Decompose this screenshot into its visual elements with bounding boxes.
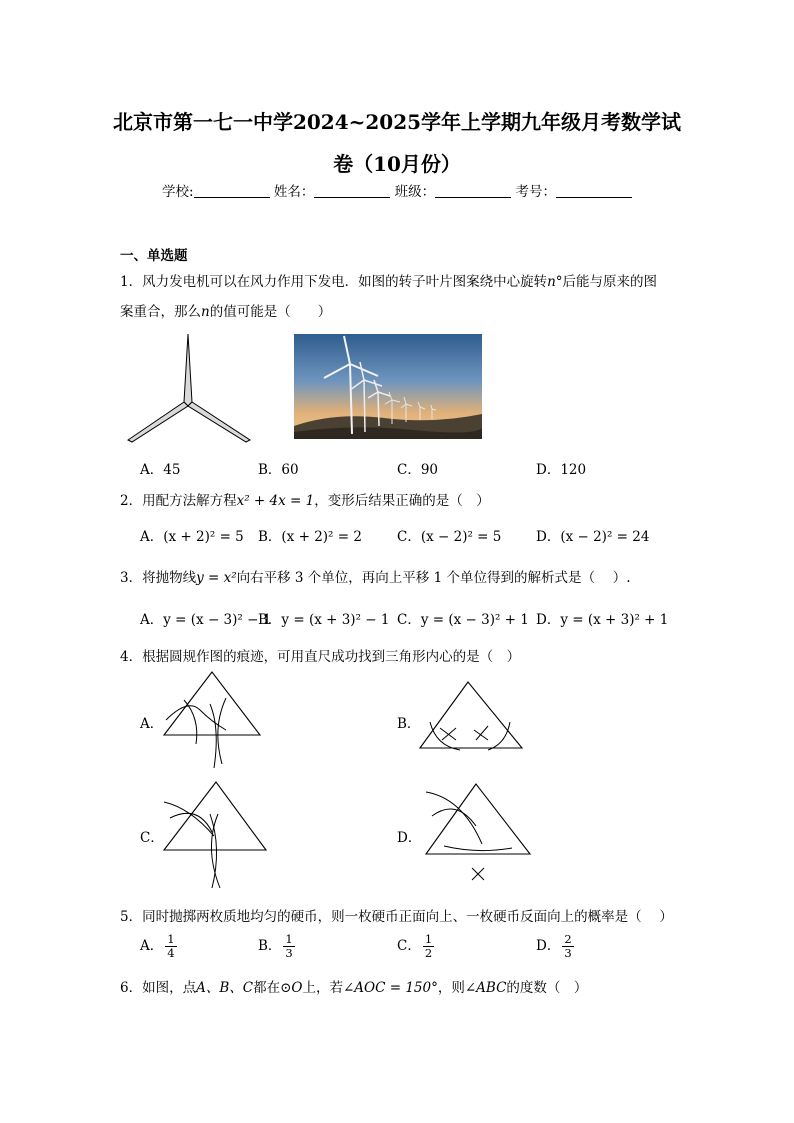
q1-option-a[interactable]: A．45: [140, 462, 181, 478]
q5-option-c[interactable]: [397, 933, 434, 960]
q4-figure-b: [416, 678, 528, 752]
q5-b-num: 1: [285, 932, 293, 946]
question-5: 5．同时抛掷两枚质地均匀的硬币，则一枚硬币正面向上、一枚硬币反面向上的概率是（ ）: [120, 909, 673, 925]
name-label: 姓名：: [273, 184, 315, 200]
question-1-line2: [120, 300, 331, 320]
q1-text-a: 1．风力发电机可以在风力作用下发电．如图的转子叶片图案绕中心旋转: [120, 274, 548, 290]
q4-option-d-label[interactable]: D．: [397, 830, 422, 846]
q5-a-letter: A．: [140, 938, 164, 954]
q4-figure-c: [160, 778, 270, 888]
exam-title-line2: 卷（10月份）: [333, 152, 461, 176]
q6-angle-abc: ∠ABC: [464, 980, 507, 996]
exam-no-label: 考号：: [515, 184, 556, 200]
q5-d-num: 2: [564, 932, 572, 946]
q5-b-den: 3: [285, 946, 293, 960]
q1-var: n: [547, 274, 556, 290]
q5-option-a[interactable]: [140, 933, 177, 960]
q4-option-c-label[interactable]: C．: [140, 830, 164, 846]
school-blank: [194, 183, 270, 198]
q6-text-d: ，则: [437, 980, 465, 996]
q3-text-a: 3．将抛物线: [120, 570, 197, 586]
q1-line2-b: 的值可能是（ ）: [209, 304, 332, 320]
question-1-line1: [120, 270, 657, 290]
q2-option-d[interactable]: D．(x − 2)² = 24: [536, 529, 650, 545]
q6-text-a: 6．如图，点: [120, 980, 197, 996]
q5-b-fraction: [283, 933, 294, 960]
student-info-line: [0, 180, 794, 200]
q6-circle: ⊙O: [280, 980, 303, 996]
q2-text-a: 2．用配方法解方程: [120, 493, 237, 509]
q4-figure-a: [160, 668, 270, 774]
q5-d-den: 3: [564, 946, 572, 960]
class-label: 班级：: [394, 184, 436, 200]
q6-points: A、B、C: [196, 980, 254, 996]
q5-c-num: 1: [424, 932, 433, 946]
q6-text-e: 的度数（ ）: [506, 980, 588, 996]
rotor-blade-figure: [124, 330, 254, 445]
q3-equation: y = x²: [196, 570, 237, 586]
q1-option-c[interactable]: C．90: [397, 462, 439, 478]
q4-figure-d: [422, 780, 534, 888]
q5-c-fraction: [423, 933, 434, 960]
q6-text-c: 上，若: [302, 980, 343, 996]
question-3: [120, 566, 631, 586]
question-6: [120, 976, 587, 996]
q5-b-letter: B．: [258, 938, 282, 954]
q5-option-b[interactable]: [258, 933, 295, 960]
q1-option-d[interactable]: D．120: [536, 462, 587, 478]
exam-no-blank: [556, 183, 632, 198]
q2-text-b: ，变形后结果正确的是（ ）: [314, 493, 490, 509]
name-blank: [314, 183, 390, 198]
wind-turbine-photo: [294, 334, 482, 439]
q6-text-b: 都在: [253, 980, 281, 996]
q3-option-a[interactable]: A．y = (x − 3)² − 1: [140, 612, 272, 628]
q6-angle-aoc: ∠AOC = 150°: [342, 980, 438, 996]
q1-option-b[interactable]: B．60: [258, 462, 299, 478]
q5-c-den: 2: [424, 946, 433, 960]
q4-option-b-label[interactable]: B．: [397, 716, 421, 732]
q5-option-d[interactable]: [536, 933, 574, 960]
q2-option-a[interactable]: A．(x + 2)² = 5: [140, 529, 244, 545]
q3-option-b[interactable]: B．y = (x + 3)² − 1: [258, 612, 390, 628]
school-label: 学校:: [162, 184, 194, 200]
q5-d-fraction: [562, 933, 573, 960]
q5-d-letter: D．: [536, 938, 561, 954]
q2-option-b[interactable]: B．(x + 2)² = 2: [258, 529, 362, 545]
question-4: 4．根据圆规作图的痕迹，可用直尺成功找到三角形内心的是（ ）: [120, 649, 521, 665]
q3-text-b: 向右平移 3 个单位，再向上平移 1 个单位得到的解析式是（ ）.: [236, 570, 631, 586]
q5-a-den: 4: [167, 946, 175, 960]
q1-var-2: n: [201, 304, 210, 320]
q2-option-c[interactable]: C．(x − 2)² = 5: [397, 529, 502, 545]
q1-line2-a: 案重合，那么: [120, 304, 201, 320]
section-heading: 一、单选题: [120, 248, 188, 264]
q3-option-d[interactable]: D．y = (x + 3)² + 1: [536, 612, 669, 628]
q5-a-num: 1: [167, 932, 175, 946]
exam-title-line1: 北京市第一七一中学2024~2025学年上学期九年级月考数学试: [112, 110, 682, 134]
q2-equation: x² + 4x = 1: [236, 493, 315, 509]
q5-c-letter: C．: [397, 938, 421, 954]
q5-a-fraction: [165, 933, 176, 960]
q1-text-b: °后能与原来的图: [555, 274, 658, 290]
q4-option-a-label[interactable]: A．: [140, 716, 164, 732]
question-2: [120, 489, 490, 509]
class-blank: [435, 183, 511, 198]
q3-option-c[interactable]: C．y = (x − 3)² + 1: [397, 612, 529, 628]
